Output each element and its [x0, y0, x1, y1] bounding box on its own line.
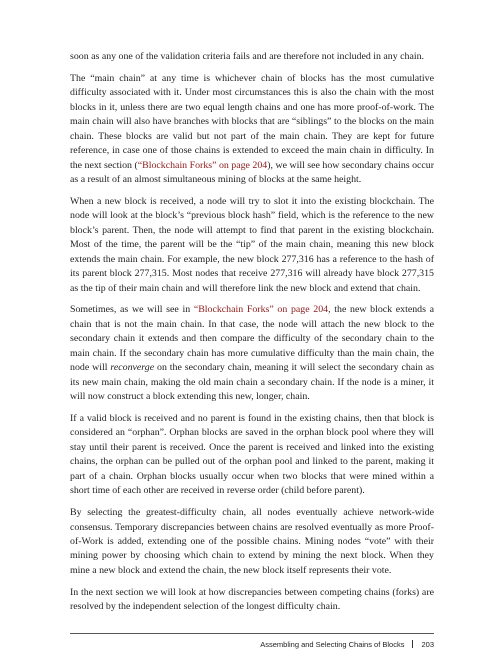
paragraph-2 [70, 72, 434, 188]
footer-separator [412, 640, 413, 648]
emphasis-reconverge: reconverge [110, 362, 155, 374]
paragraph-5: If a valid block is received and no parent is found in the existing chains, then that block is considered an “orphan”. Orphan blocks are saved in the orphan block pool where they will stay until their parent is received. Once the parent is received and linked into the existing chains, the orphan can be pulled out of the orphan pool and linked to the parent, making it part of a chain. Orphan blocks usually occur when two blocks that were mined within a short time of each other are received in reverse order (child before parent). [70, 412, 434, 497]
paragraph-6: By selecting the greatest-difficulty chain, all nodes eventually achieve network-wide consensus. Temporary discrepancies between chains are resolved eventually as more Proof-of-Work is added, extending one of the possible chains. Mining nodes “vote” with their mining power by choosing which chain to extend by mining the next block. When they mine a new block and extend the chain, the new block itself represents their vote. [70, 507, 434, 576]
paragraph-4-text-a: Sometimes, as we will see in [70, 304, 194, 316]
cross-reference-link[interactable]: “Blockchain Forks” on page 204 [193, 304, 329, 316]
paragraph-4 [70, 303, 434, 404]
paragraph-7: In the next section we will look at how discrepancies between competing chains (forks) are resolved by the independent selection of the longest difficulty chain. [70, 586, 434, 613]
footer-divider [70, 633, 434, 634]
page-footer [260, 640, 434, 649]
cross-reference-link[interactable]: “Blockchain Forks” on page 204 [137, 159, 268, 171]
paragraph-3: When a new block is received, a node will try to slot it into the existing blockchain. The node will look at the block’s “previous block hash” field, which is the reference to the new block’s parent. Then, the node will attempt to find that parent in the existing blockchain. Most of the time, the parent will be the “tip” of the main chain, meaning this new block extends the main chain. For example, the new block 277,316 has a reference to the hash of its parent block 277,315. Most nodes that receive 277,316 will already have block 277,315 as the tip of their main chain and will therefore link the new block and extend that chain. [70, 195, 434, 294]
footer-section-title: Assembling and Selecting Chains of Blocks [260, 640, 405, 649]
paragraph-2-text-b: ), we will see how secondary chains occur as a result of an almost simultaneous mining of blocks at the same height. [70, 159, 434, 186]
page-number: 203 [421, 640, 434, 649]
paragraph-4-text-b: , the new block extends a chain that is not the main chain. In that case, the node will attach the new block to the secondary chain it extends and then compare the difficulty of the secondary chain to the main chain. If the secondary chain has more cumulative difficulty than the main chain, the node will [70, 304, 434, 374]
paragraph-4-text-c: on the secondary chain, meaning it will select the secondary chain as its new main chain, making the old main chain a secondary chain. If the node is a miner, it will now construct a block extending this new, longer, chain. [70, 362, 434, 403]
paragraph-1: soon as any one of the validation criteria fails and are therefore not included in any chain. [70, 51, 424, 62]
paragraph-2-text-a: The “main chain” at any time is whichever chain of blocks has the most cumulative difficulty associated with it. Under most circumstances this is also the chain with the most blocks in it, unless there are two equal length chains and one has more proof-of-work. The main chain will also have branches with blocks that are “siblings” to the blocks on the main chain. These blocks are valid but not part of the main chain. They are kept for future reference, in case one of those chains is extended to exceed the main chain in difficulty. In the next section ( [70, 72, 434, 171]
page-body [70, 50, 434, 622]
